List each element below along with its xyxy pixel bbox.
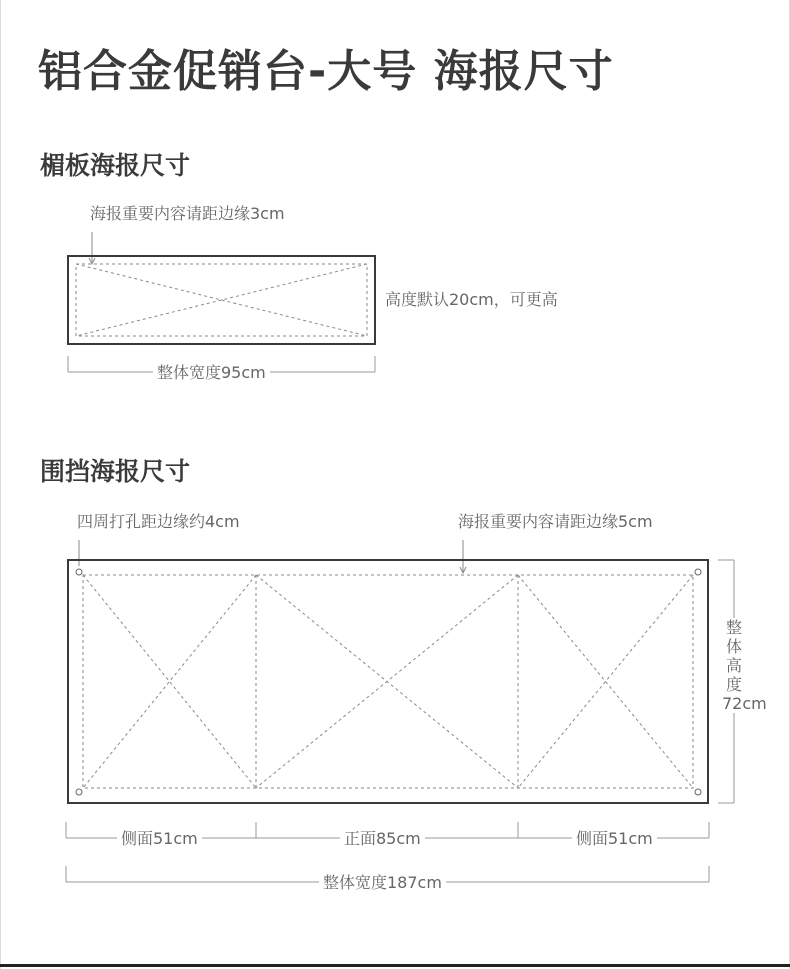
lintel-width-label: 整体宽度95cm [153, 365, 270, 381]
hoarding-safe-area [83, 575, 693, 788]
segment-label-left: 侧面51cm [117, 831, 202, 847]
page-title: 铝合金促销台-大号 海报尺寸 [38, 46, 614, 97]
hole-note: 四周打孔距边缘约4cm [77, 512, 240, 531]
lintel-outline [68, 256, 375, 344]
hoarding-section-title: 围挡海报尺寸 [40, 457, 191, 486]
hoarding-height-label: 整体高度72cm [722, 618, 767, 713]
grommet-hole-icon [695, 569, 701, 575]
grommet-hole-icon [695, 789, 701, 795]
left-panel-diagonal-1 [83, 575, 256, 788]
left-panel-diagonal-2 [83, 575, 256, 788]
lintel-section-title: 楣板海报尺寸 [40, 151, 191, 180]
lintel-margin-note: 海报重要内容请距边缘3cm [90, 204, 285, 223]
segment-label-right: 侧面51cm [572, 831, 657, 847]
grommet-hole-icon [76, 789, 82, 795]
lintel-poster [68, 232, 375, 372]
hoarding-margin-note: 海报重要内容请距边缘5cm [458, 512, 653, 531]
lintel-height-note: 高度默认20cm，可更高 [385, 290, 558, 309]
hoarding-outline [68, 560, 708, 803]
grommet-hole-icon [76, 569, 82, 575]
hoarding-width-label: 整体宽度187cm [319, 875, 446, 891]
bottom-divider [0, 964, 790, 967]
segment-label-front: 正面85cm [340, 831, 425, 847]
